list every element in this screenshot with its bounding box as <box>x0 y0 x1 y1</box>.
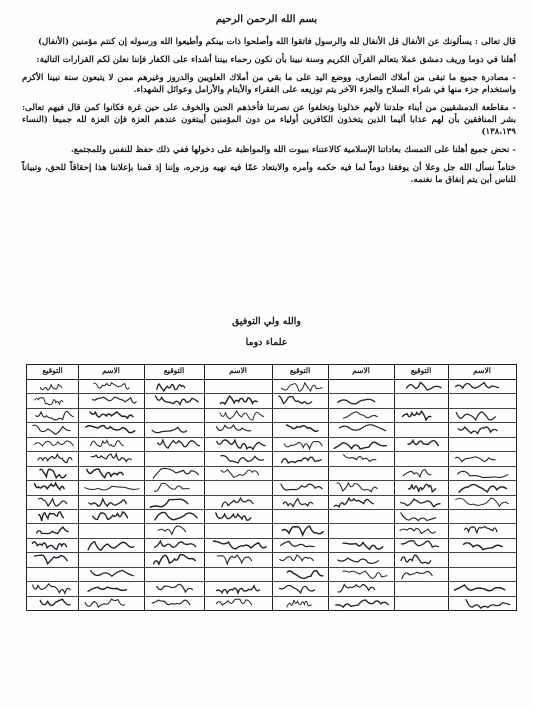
ink-stroke <box>36 411 74 420</box>
handwritten-name <box>451 422 513 436</box>
ink-stroke <box>33 425 70 434</box>
handwritten-name <box>81 509 141 523</box>
handwritten-signature <box>397 466 445 480</box>
ink-stroke <box>339 425 385 431</box>
handwritten-name <box>81 480 141 494</box>
column-divider <box>448 365 449 610</box>
handwritten-signature <box>147 393 201 407</box>
column-header-signature-4: التوقيع <box>42 366 63 375</box>
ink-stroke <box>403 469 431 476</box>
column-header-name-2: الاسم <box>352 366 370 375</box>
ink-stroke <box>220 411 264 420</box>
handwritten-name <box>81 451 141 465</box>
handwritten-name <box>451 538 513 552</box>
ink-stroke <box>91 454 131 461</box>
ink-stroke <box>158 440 200 448</box>
handwritten-signature <box>397 523 445 537</box>
ink-stroke <box>33 542 67 550</box>
handwritten-name <box>331 552 391 566</box>
ink-stroke <box>401 499 440 507</box>
decision-confiscation: - مصادرة جميع ما تبقى من أملاك النصارى، ووضع اليد على ما بقي من أملاك العلويين والدروز وغيرهم ممن لا يتبعون سنة نبينا الأكرم واستخدام جزء منها في شراء السلاح والجزء الآخر يتم توزيعه على الفقراء والأيتام والأرامل وعوائل الشهداء. <box>22 73 516 95</box>
ink-stroke <box>334 498 373 507</box>
ink-stroke <box>91 440 124 446</box>
ink-stroke <box>280 586 315 593</box>
column-header-signature-1: التوقيع <box>410 366 432 375</box>
handwritten-name <box>81 379 141 393</box>
column-header-name-1: الاسم <box>473 366 491 375</box>
ink-stroke <box>282 527 323 536</box>
ink-stroke <box>343 571 387 578</box>
handwritten-signature <box>30 379 75 393</box>
ink-stroke <box>402 411 431 420</box>
handwritten-signature <box>30 422 75 436</box>
ink-stroke <box>85 486 139 490</box>
handwritten-name <box>451 480 513 494</box>
ink-stroke <box>157 384 185 391</box>
intro-paragraph: أهلنا في دوما وريف دمشق عملا بتعالم القرآن الكريم وسنة نبينا بأن نكون رحماء بيننا أشداء على الكفار فإننا نعلن لكم القرارات التالية: <box>36 55 516 65</box>
handwritten-name <box>331 567 391 581</box>
handwritten-name <box>81 408 141 422</box>
ink-stroke <box>94 383 129 389</box>
handwritten-signature <box>275 422 325 436</box>
ink-stroke <box>279 396 312 404</box>
handwritten-signature <box>275 480 325 494</box>
column-header-name-4: الاسم <box>102 366 120 375</box>
ink-stroke <box>344 455 376 462</box>
handwritten-signature <box>275 379 325 393</box>
handwritten-signature <box>397 379 445 393</box>
ink-stroke <box>158 526 186 534</box>
handwritten-name <box>331 393 391 407</box>
handwritten-signature <box>275 552 325 566</box>
ink-stroke <box>221 456 263 463</box>
ink-stroke <box>283 498 312 506</box>
handwritten-name <box>81 466 141 480</box>
handwritten-signature <box>30 451 75 465</box>
ink-stroke <box>336 600 389 607</box>
handwritten-signature <box>397 480 445 494</box>
ink-stroke <box>37 527 69 534</box>
ink-stroke <box>343 542 383 549</box>
ink-stroke <box>152 428 187 433</box>
handwritten-name <box>331 581 391 595</box>
handwritten-name <box>451 581 513 595</box>
handwritten-signature <box>397 495 445 509</box>
ink-stroke <box>35 441 74 446</box>
handwritten-signature <box>397 552 445 566</box>
handwritten-signature <box>147 509 201 523</box>
ink-stroke <box>455 585 505 591</box>
ink-stroke <box>216 599 251 605</box>
handwritten-signature <box>147 538 201 552</box>
ink-stroke <box>150 499 188 507</box>
handwritten-signature <box>275 538 325 552</box>
handwritten-name <box>207 581 269 595</box>
quran-verse-paragraph: قال تعالى : يسألونك عن الأنفال قل الأنفال لله والرسول فاتقوا الله وأصلحوا ذات بينكم وأطيعوا الله ورسوله إن كنتم مؤمنين (الأنفال) <box>37 37 516 47</box>
handwritten-signature <box>275 451 325 465</box>
ink-stroke <box>152 600 190 605</box>
ink-stroke <box>85 599 124 607</box>
closing-paragraph: ختاماً نسأل الله جل وعلا أن يوفقنا دوماً لما فيه حكمه وأمره والابتعاد عمّا فيه نهيه وزجره، وإننا إذ قمنا بإعلاننا هذا إحقاقاً للحق، وتبياناً للناس أين يتم إنفاق ما نغنمه. <box>22 163 516 185</box>
ink-stroke <box>287 570 323 578</box>
ink-stroke <box>220 397 257 405</box>
ink-stroke <box>86 426 135 433</box>
ink-stroke <box>38 455 72 463</box>
signature-table <box>26 364 517 611</box>
handwritten-name <box>451 495 513 509</box>
ink-stroke <box>154 483 189 491</box>
ink-stroke <box>93 512 128 520</box>
ink-stroke <box>280 555 314 561</box>
handwritten-name <box>451 379 513 393</box>
ink-stroke <box>217 440 265 449</box>
column-divider <box>272 365 273 610</box>
handwritten-signature <box>397 567 445 581</box>
column-header-signature-3: التوقيع <box>163 366 185 375</box>
ink-stroke <box>456 412 495 420</box>
handwritten-name <box>331 495 391 509</box>
handwritten-signature <box>397 538 445 552</box>
ink-stroke <box>217 586 260 593</box>
handwritten-signature <box>30 581 75 595</box>
handwritten-name <box>207 422 269 436</box>
handwritten-name <box>451 451 513 465</box>
ink-stroke <box>458 471 508 477</box>
ink-stroke <box>459 485 506 493</box>
ink-stroke <box>40 384 62 390</box>
ink-stroke <box>222 498 253 507</box>
ink-stroke <box>456 383 499 389</box>
handwritten-name <box>81 581 141 595</box>
handwritten-name <box>331 408 391 422</box>
column-header-name-3: الاسم <box>229 366 247 375</box>
column-divider <box>204 365 205 610</box>
ink-stroke <box>401 513 436 521</box>
handwritten-signature <box>275 393 325 407</box>
column-divider <box>394 365 395 610</box>
ink-stroke <box>89 499 126 506</box>
handwritten-signature <box>30 509 75 523</box>
closing-phrase: والله ولي التوفيق <box>231 316 301 327</box>
handwritten-signature <box>147 466 201 480</box>
handwritten-name <box>81 495 141 509</box>
handwritten-name <box>331 451 391 465</box>
ink-stroke <box>217 555 251 564</box>
handwritten-signature <box>147 596 201 610</box>
handwritten-signature <box>397 509 445 523</box>
bismillah-heading: بسم الله الرحمن الرحيم <box>215 14 318 25</box>
handwritten-signature <box>30 466 75 480</box>
ink-stroke <box>458 427 497 434</box>
handwritten-name <box>207 437 269 451</box>
ink-stroke <box>408 440 438 445</box>
handwritten-name <box>207 495 269 509</box>
ink-stroke <box>153 468 198 478</box>
handwritten-signature <box>30 408 75 422</box>
ink-stroke <box>338 558 379 563</box>
handwritten-name <box>331 480 391 494</box>
ink-stroke <box>39 512 64 521</box>
ink-stroke <box>34 555 67 564</box>
ink-stroke <box>338 400 375 405</box>
column-header-signature-2: التوقيع <box>289 366 311 375</box>
ink-stroke <box>216 425 250 431</box>
ink-stroke <box>401 555 431 564</box>
handwritten-name <box>207 393 269 407</box>
handwritten-signature <box>397 408 445 422</box>
ink-stroke <box>88 542 134 550</box>
handwritten-name <box>207 408 269 422</box>
ink-stroke <box>407 382 442 390</box>
ink-stroke <box>90 412 133 418</box>
handwritten-name <box>207 509 269 523</box>
handwritten-name <box>207 596 269 610</box>
decision-boycott: - مقاطعة الدمشقيين من أبناء جلدتنا لأنهم خذلونا وتخلفوا عن نصرتنا فأخذهم الجبن والخوف على حين غرة فكانوا كمن قال فيهم تعالى: بشر المنافقين بأن لهم عذابا أليما الذين يتخذون الكافرين أولياء من دون المؤمنين أيبتغون عندهم العزة فإن العزة لله جميعا (النساء ١٣٨،١٣٩) <box>22 103 516 137</box>
handwritten-signature <box>30 437 75 451</box>
ink-stroke <box>91 570 134 576</box>
handwritten-name <box>81 538 141 552</box>
ink-stroke <box>334 442 386 449</box>
ink-stroke <box>156 396 199 405</box>
handwritten-signature <box>275 523 325 537</box>
ink-stroke <box>35 483 65 489</box>
handwritten-signature <box>275 581 325 595</box>
ink-stroke <box>40 599 70 605</box>
ink-stroke <box>287 425 318 431</box>
ink-stroke <box>284 441 322 449</box>
ink-stroke <box>87 469 123 478</box>
ink-stroke <box>466 599 510 608</box>
handwritten-name <box>81 393 141 407</box>
handwritten-signature <box>147 379 201 393</box>
handwritten-signature <box>30 552 75 566</box>
ink-stroke <box>338 585 375 593</box>
handwritten-name <box>207 538 269 552</box>
ink-stroke <box>155 541 196 547</box>
decision-adherence: - نحض جميع أهلنا على التمسك بعاداتنا الإسلامية كالاعتناء ببيوت الله والمواظبة على دخولها ففي ذلك حفظ للنفس وللمجتمع. <box>70 145 516 155</box>
handwritten-name <box>331 538 391 552</box>
handwritten-signature <box>30 495 75 509</box>
ink-stroke <box>456 498 509 506</box>
ink-stroke <box>40 469 66 478</box>
ink-stroke <box>402 571 432 578</box>
ink-stroke <box>157 584 193 592</box>
handwritten-name <box>81 437 141 451</box>
handwritten-signature <box>275 437 325 451</box>
ink-stroke <box>214 541 267 549</box>
handwritten-signature <box>30 523 75 537</box>
ink-stroke <box>154 555 196 565</box>
ink-stroke <box>465 527 497 534</box>
handwritten-name <box>81 422 141 436</box>
handwritten-signature <box>275 567 325 581</box>
ink-stroke <box>281 541 314 546</box>
handwritten-signature <box>147 422 201 436</box>
handwritten-signature <box>147 581 201 595</box>
handwritten-name <box>207 552 269 566</box>
signatory-title: علماء دوما <box>245 337 288 348</box>
column-divider <box>78 365 79 610</box>
handwritten-name <box>331 422 391 436</box>
handwritten-signature <box>30 538 75 552</box>
handwritten-signature <box>147 495 201 509</box>
ink-stroke <box>39 498 67 506</box>
ink-stroke <box>409 484 436 492</box>
handwritten-signature <box>147 437 201 451</box>
handwritten-name <box>207 466 269 480</box>
ink-stroke <box>216 513 251 520</box>
ink-stroke <box>221 469 258 477</box>
handwritten-name <box>207 451 269 465</box>
handwritten-signature <box>30 596 75 610</box>
ink-stroke <box>337 483 377 492</box>
ink-stroke <box>455 457 495 462</box>
handwritten-name <box>331 596 391 610</box>
ink-stroke <box>282 457 322 463</box>
ink-stroke <box>343 412 377 418</box>
ink-stroke <box>287 600 311 607</box>
ink-stroke <box>282 383 323 391</box>
ink-stroke <box>464 543 503 550</box>
ink-stroke <box>88 587 126 591</box>
handwritten-name <box>451 466 513 480</box>
handwritten-name <box>81 567 141 581</box>
handwritten-signature <box>30 480 75 494</box>
handwritten-signature <box>275 596 325 610</box>
column-divider <box>144 365 145 610</box>
column-divider <box>328 365 329 610</box>
ink-stroke <box>155 512 197 519</box>
handwritten-signature <box>275 495 325 509</box>
ink-stroke <box>402 541 439 547</box>
ink-stroke <box>281 484 322 490</box>
statement-body <box>22 36 516 192</box>
handwritten-name <box>451 523 513 537</box>
ink-stroke <box>92 397 136 403</box>
ink-stroke <box>400 529 435 534</box>
ink-stroke <box>33 584 71 593</box>
handwritten-signature <box>147 552 201 566</box>
handwritten-name <box>81 596 141 610</box>
ink-stroke <box>35 398 63 405</box>
handwritten-name <box>331 437 391 451</box>
handwritten-signature <box>30 393 75 407</box>
handwritten-name <box>451 408 513 422</box>
handwritten-name <box>451 596 513 610</box>
handwritten-signature <box>397 437 445 451</box>
handwritten-signature <box>147 480 201 494</box>
handwritten-signature <box>147 523 201 537</box>
